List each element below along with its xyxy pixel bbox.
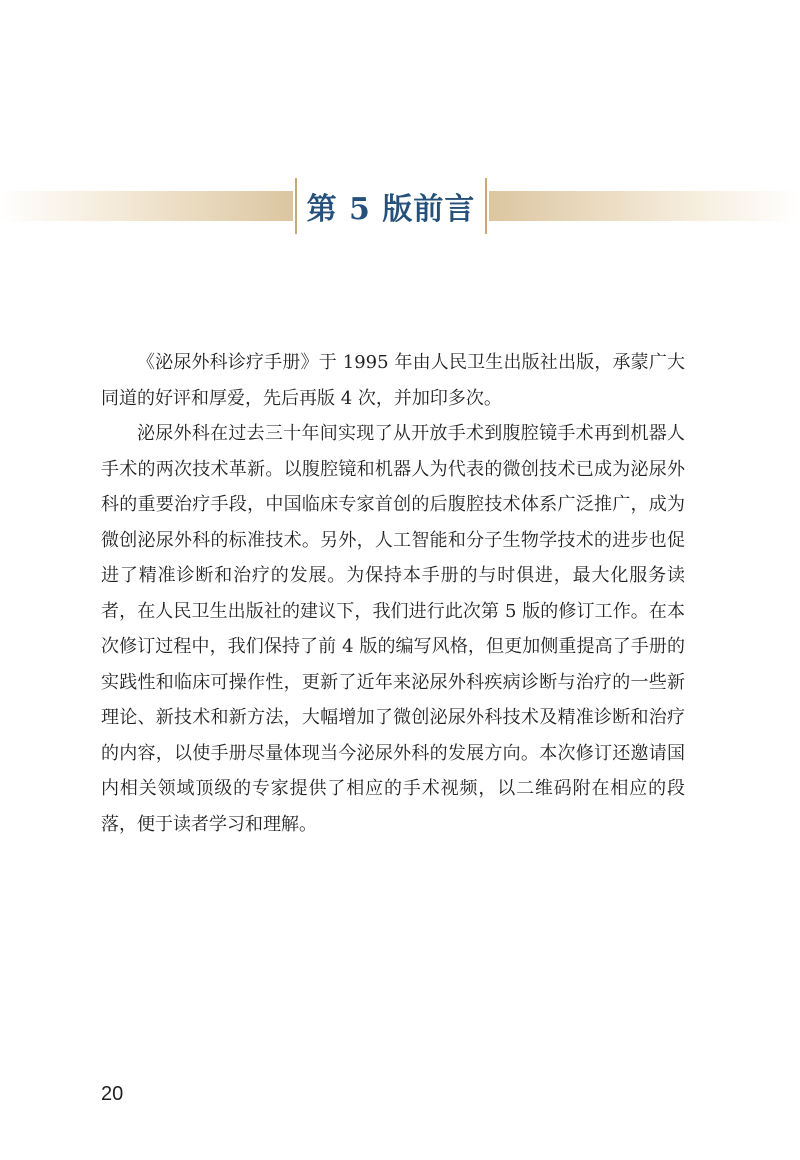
title-band: [0, 178, 800, 234]
title-box: [295, 178, 487, 234]
body-text: [101, 345, 685, 842]
page-number: 20: [101, 1083, 124, 1105]
title-band-left-gradient: [0, 191, 293, 221]
title-band-right-gradient: [489, 191, 800, 221]
paragraph-2: 泌尿外科在过去三十年间实现了从开放手术到腹腔镜手术再到机器人手术的两次技术革新。以腹腔镜和机器人为代表的微创技术已成为泌尿外科的重要治疗手段，中国临床专家首创的后腹腔技术体系广泛推广，成为微创泌尿外科的标准技术。另外，人工智能和分子生物学技术的进步也促进了精准诊断和治疗的发展。为保持本手册的与时俱进，最大化服务读者，在人民卫生出版社的建议下，我们进行此次第 5 版的修订工作。在本次修订过程中，我们保持了前 4 版的编写风格，但更加侧重提高了手册的实践性和临床可操作性，更新了近年来泌尿外科疾病诊断与治疗的一些新理论、新技术和新方法，大幅增加了微创泌尿外科技术及精准诊断和治疗的内容，以使手册尽量体现当今泌尿外科的发展方向。本次修订还邀请国内相关领域顶级的专家提供了相应的手术视频，以二维码附在相应的段落，便于读者学习和理解。: [101, 423, 685, 835]
paragraph-1: 《泌尿外科诊疗手册》于 1995 年由人民卫生出版社出版，承蒙广大同道的好评和厚爱，先后再版 4 次，并加印多次。: [101, 352, 685, 409]
page-title: 第 5 版前言: [306, 192, 476, 227]
